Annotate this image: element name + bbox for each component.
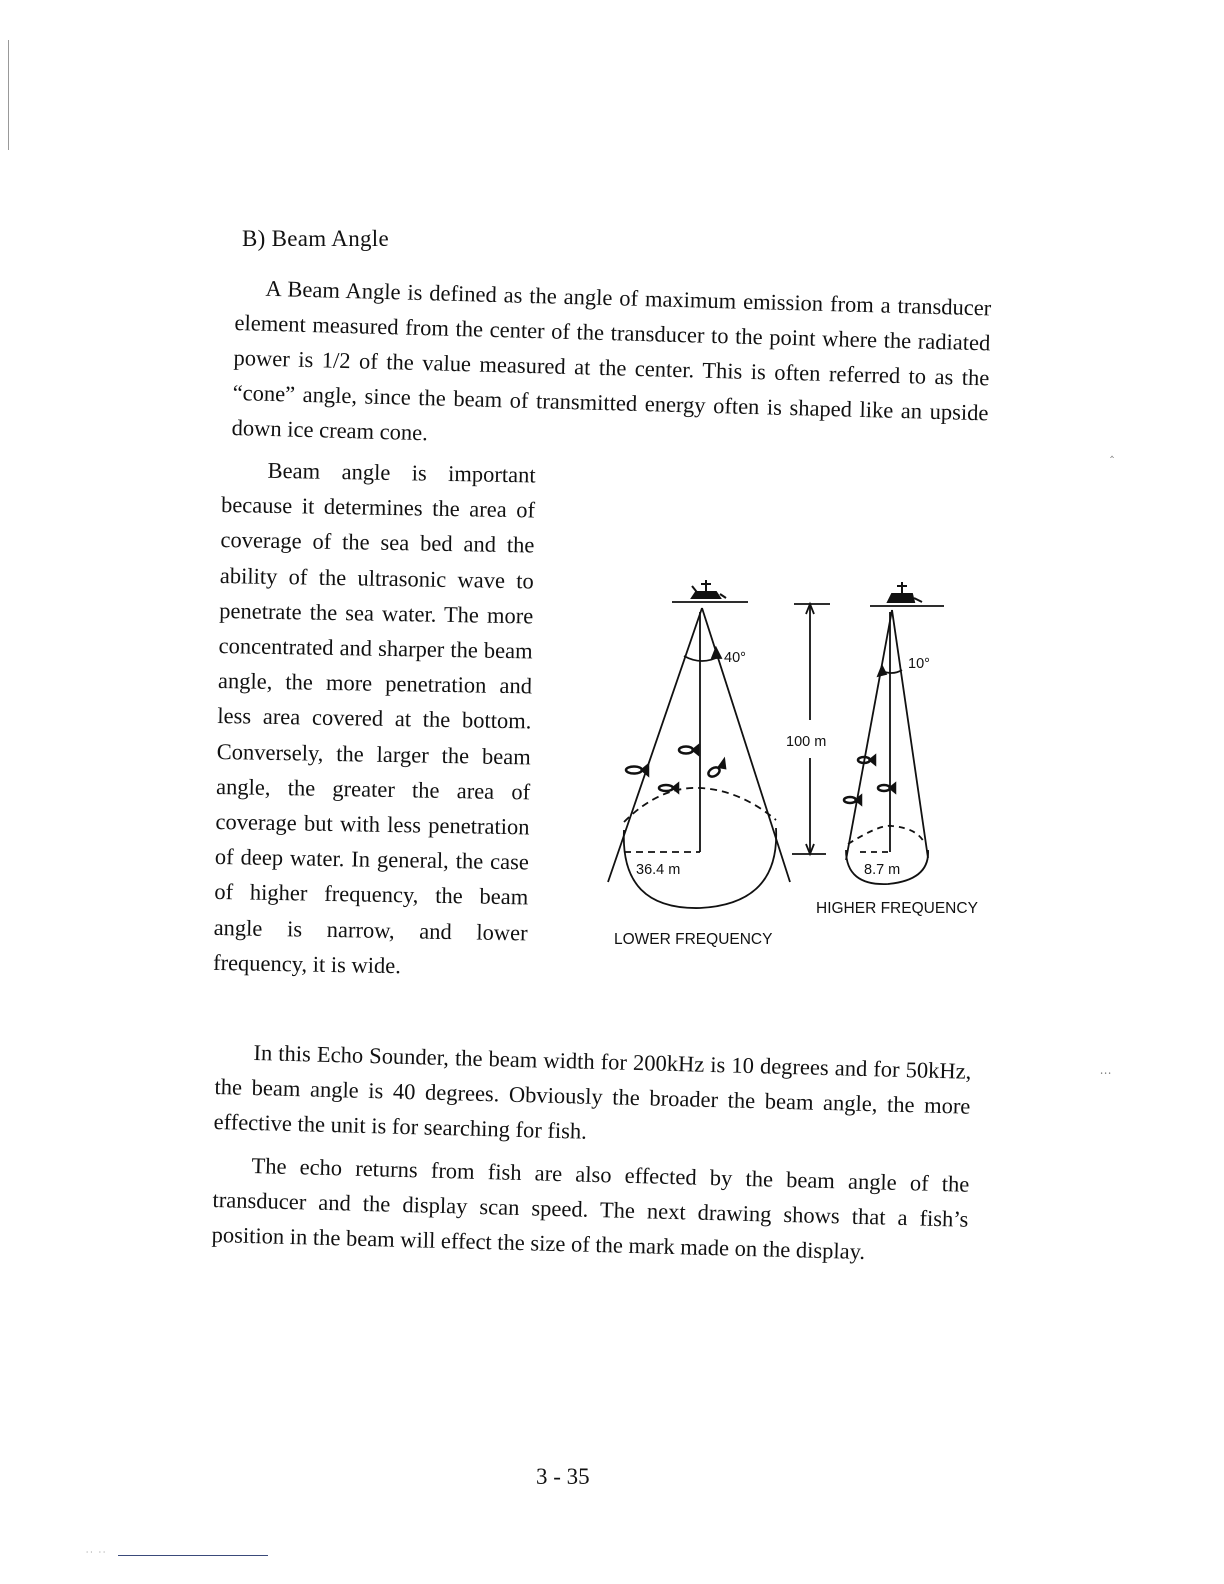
scan-edge-line: [8, 40, 9, 150]
paragraph-definition: A Beam Angle is defined as the angle of maximum emission from a transducer element measured from the center of the transducer to the point where the radiated power is 1/2 of the value measured at the center. This is often referred to as the “cone” angle, since the beam of transmitted energy often is shaped like an upside down ice cream cone.: [231, 275, 992, 446]
depth-label: 100 m: [786, 734, 827, 750]
depth-indicator: [792, 604, 830, 854]
boat-icon: [672, 580, 748, 602]
beam-angle-figure: [580, 570, 1000, 960]
scan-artifact: ‸: [1110, 444, 1115, 458]
beam-angle-diagram: [580, 570, 1000, 960]
scan-artifact: ∙∙∙: [1100, 1066, 1112, 1080]
paragraph-importance: Beam angle is important because it determines the area of coverage of the sea bed and the ability of the ultrasonic wave to penetrate the sea water. The more concentrated and sharper the beam angle, the more penetration and less area covered at the bottom. Conversely, the larger the beam angle, the greater the area of coverage but with less penetration of deep water. In general, the case of higher frequency, the beam angle is narrow, and lower frequency, it is wide.: [212, 457, 536, 979]
lower-radius-label: 36.4 m: [636, 862, 681, 878]
section-heading: B) Beam Angle: [242, 226, 389, 251]
higher-frequency-beam-cone: [846, 610, 928, 884]
page-number: 3 - 35: [536, 1464, 590, 1489]
scan-artifact: ∙∙ ∙∙: [86, 1547, 108, 1557]
paragraph-echo-sounder: In this Echo Sounder, the beam width for 200kHz is 10 degrees and for 50kHz, the beam angle is 40 degrees. Obviously the broader the beam angle, the more effective the unit is for searching for fish.: [213, 1039, 972, 1144]
lower-angle-label: 40°: [724, 650, 746, 666]
boat-icon: [870, 582, 944, 606]
higher-frequency-caption: HIGHER FREQUENCY: [816, 900, 978, 917]
fish-icon: [844, 756, 895, 804]
higher-radius-label: 8.7 m: [864, 862, 901, 878]
bottom-rule: [118, 1555, 268, 1556]
lower-frequency-caption: LOWER FREQUENCY: [614, 931, 773, 948]
higher-angle-label: 10°: [908, 656, 930, 672]
paragraph-echo-returns: The echo returns from fish are also effected by the beam angle of the transducer and the display scan speed. The next drawing shows that a fish’s position in the beam will effect the size of the mark made on the display.: [211, 1152, 970, 1265]
